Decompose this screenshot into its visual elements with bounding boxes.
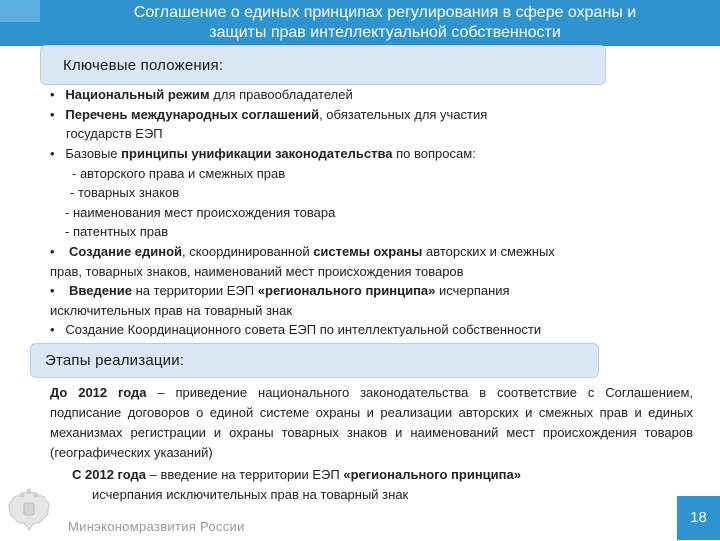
- stage-line-continuation: исчерпания исключительных прав на товарный знак: [92, 487, 409, 502]
- list-item-text: , скоординированной: [182, 244, 314, 259]
- list-item: • Перечень международных соглашений, обязательных для участия: [50, 107, 488, 122]
- stage-before-2012: [50, 383, 693, 463]
- sub-item: - авторского права и смежных прав: [72, 166, 286, 181]
- list-item: • Создание единой, скоординированной системы охраны авторских и смежных: [50, 244, 555, 259]
- list-item-continuation: государств ЕЭП: [66, 126, 163, 141]
- list-item-bold: Национальный режим: [65, 87, 210, 102]
- page-number: 18: [677, 496, 720, 540]
- stage-label: До 2012 года: [50, 385, 147, 400]
- list-item-text: Базовые: [65, 146, 122, 161]
- slide-title-line1: Соглашение о единых принципах регулирования в сфере охраны и: [133, 4, 637, 21]
- stage-bold-text: «регионального принципа»: [343, 467, 521, 482]
- list-item-text: исчерпания: [435, 283, 510, 298]
- list-item-text: , обязательных для участия: [319, 107, 488, 122]
- section-heading-key-provisions: [40, 45, 606, 85]
- section-heading-stages-label: Этапы реализации:: [45, 352, 185, 369]
- sub-item: - патентных прав: [65, 224, 169, 239]
- list-item-text: авторских и смежных: [422, 244, 555, 259]
- list-item: • Национальный режим для правообладателей: [50, 87, 353, 102]
- sub-item: - наименования мест происхождения товара: [65, 205, 336, 220]
- stage-label: С 2012 года: [72, 467, 147, 482]
- list-item-bold: Перечень международных соглашений: [65, 107, 320, 122]
- stage-text: – введение на территории ЕЭП: [146, 467, 344, 482]
- list-item-text: для правообладателей: [209, 87, 353, 102]
- stage-from-2012: [72, 465, 672, 505]
- list-item-text: Создание Координационного совета ЕЭП по интеллектуальной собственности: [65, 322, 542, 337]
- section-heading-stages: [30, 343, 599, 378]
- list-item: • Введение на территории ЕЭП «регионального принципа» исчерпания: [50, 283, 510, 298]
- stage-text: – приведение национального законодательства в соответствие с Соглашением, подписание договоров о единой системе охраны и реализации авторских и смежных прав и единых механизмах регистрации и охраны товарных знаков и наименований мест происхождения товаров (географических указаний): [50, 385, 694, 460]
- list-item-text: по вопросам:: [392, 146, 476, 161]
- list-item-bold: Создание единой: [69, 244, 183, 259]
- list-item-bold: принципы унификации законодательства: [121, 146, 393, 161]
- list-item-continuation: прав, товарных знаков, наименований мест происхождения товаров: [50, 264, 464, 279]
- slide-title: [60, 3, 710, 43]
- list-item: • Базовые принципы унификации законодательства по вопросам:: [50, 146, 476, 161]
- list-item-continuation: исключительных прав на товарный знак: [50, 303, 293, 318]
- list-item: • Создание Координационного совета ЕЭП по интеллектуальной собственности: [50, 322, 542, 337]
- section-heading-key-provisions-label: Ключевые положения:: [63, 57, 224, 74]
- sub-item: - товарных знаков: [70, 185, 180, 200]
- list-item-text: на территории ЕЭП: [132, 283, 258, 298]
- coat-of-arms-icon: [4, 488, 54, 536]
- list-item-bold: системы охраны: [313, 244, 423, 259]
- slide-title-line2: защиты прав интеллектуальной собственности: [209, 24, 561, 41]
- title-bar: [0, 0, 720, 46]
- list-item-bold: «регионального принципа»: [257, 283, 436, 298]
- stage-line: [72, 465, 672, 485]
- ministry-name: Минэкономразвития России: [68, 519, 245, 534]
- title-corner-block: [0, 0, 40, 22]
- list-item-bold: Введение: [69, 283, 132, 298]
